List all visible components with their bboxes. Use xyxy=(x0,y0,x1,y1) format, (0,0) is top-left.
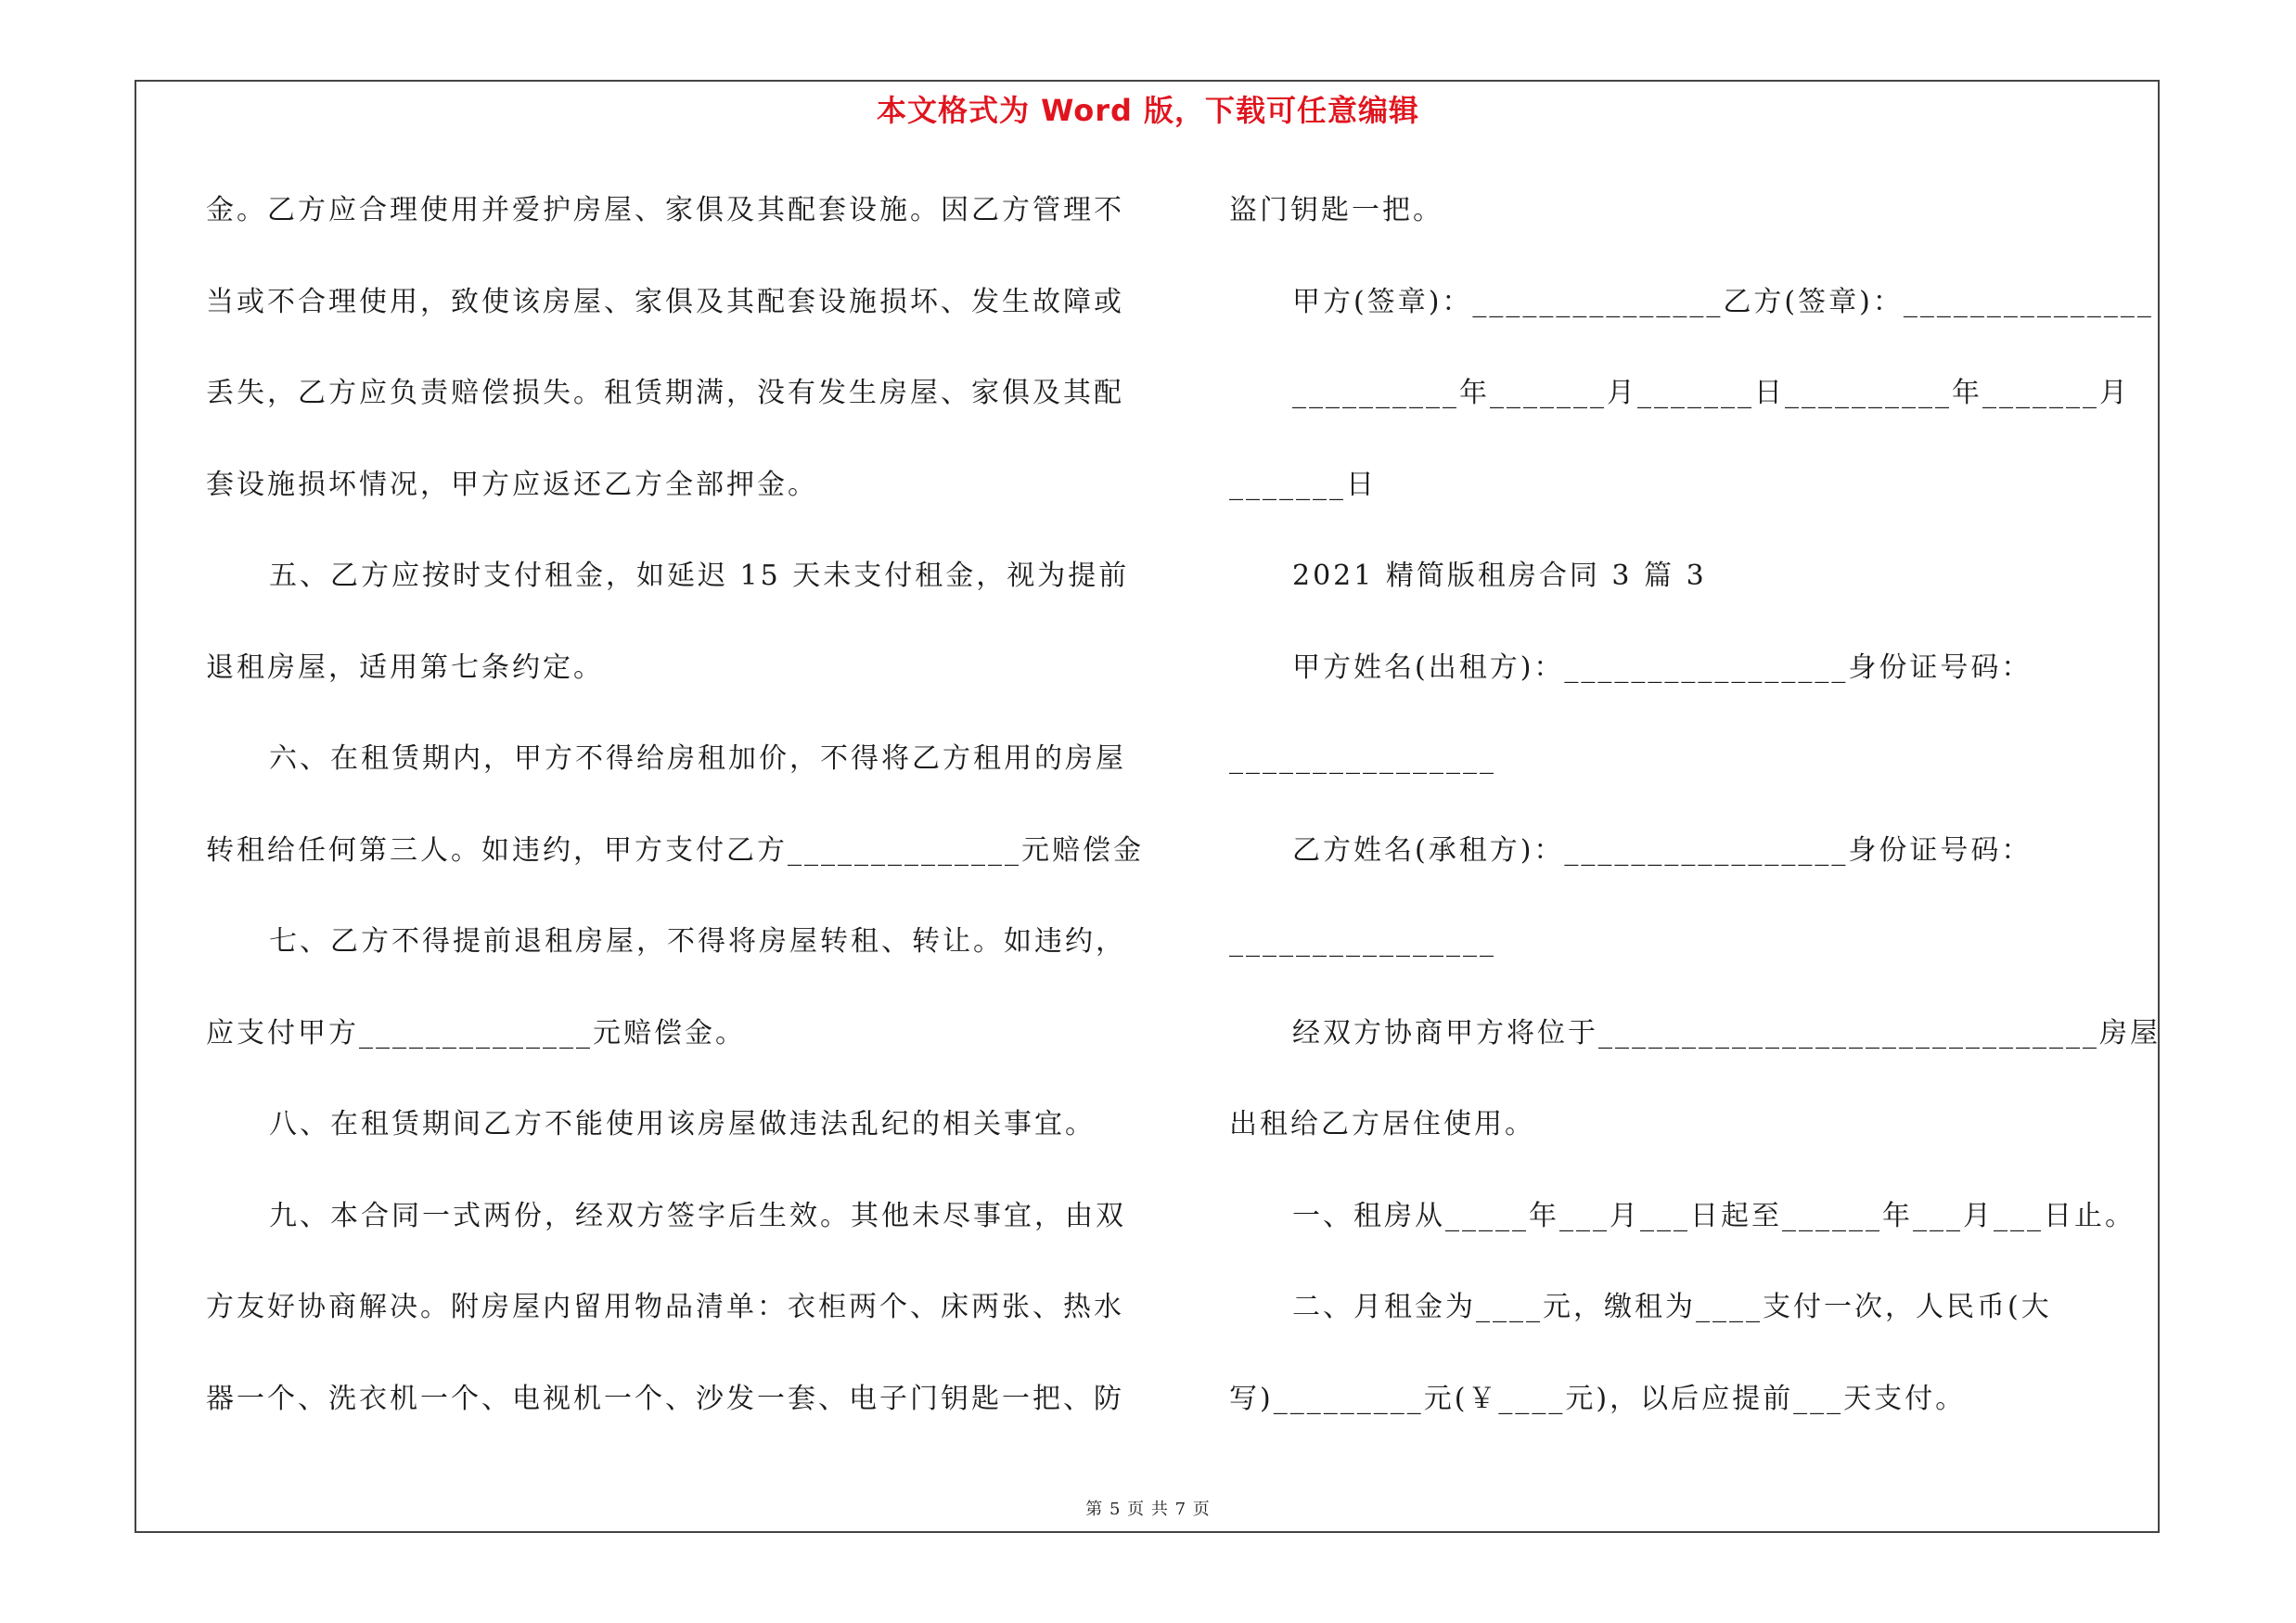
term-clause: 一、租房从_____年___月___日起至______年___月___日止。 xyxy=(1292,1199,2136,1232)
clause-six: 六、在租赁期内，甲方不得给房租加价，不得将乙方租用的房屋 xyxy=(269,742,1126,775)
page-number: 第 5 页 共 7 页 xyxy=(1085,1500,1211,1519)
text-line: 丢失，乙方应负责赔偿损失。租赁期满，没有发生房屋、家俱及其配 xyxy=(206,377,1124,409)
text-line: 退租房屋，适用第七条约定。 xyxy=(206,650,604,684)
text-line: 方友好协商解决。附房屋内留用物品清单：衣柜两个、床两张、热水 xyxy=(206,1291,1124,1323)
text-line: 套设施损坏情况，甲方应返还乙方全部押金。 xyxy=(206,468,818,501)
signature-line: 甲方(签章)：_______________乙方(签章)：_______________ xyxy=(1292,285,2154,318)
clause-seven: 七、乙方不得提前退租房屋，不得将房屋转租、转让。如违约， xyxy=(269,925,1126,958)
text-line: 器一个、洗衣机一个、电视机一个、沙发一套、电子门钥匙一把、防 xyxy=(206,1382,1124,1415)
text-line: 金。乙方应合理使用并爱护房屋、家俱及其配套设施。因乙方管理不 xyxy=(206,194,1124,226)
clause-five: 五、乙方应按时支付租金，如延迟 15 天未支付租金，视为提前 xyxy=(269,560,1130,592)
text-line: 盗门钥匙一把。 xyxy=(1229,194,1443,226)
text-line: 转租给任何第三人。如违约，甲方支付乙方______________元赔偿金 xyxy=(206,833,1144,867)
landlord-name-line: 甲方姓名(出租方)：_________________身份证号码： xyxy=(1292,650,2033,684)
text-line: 当或不合理使用，致使该房屋、家俱及其配套设施损坏、发生故障或 xyxy=(206,285,1124,318)
tenant-name-line: 乙方姓名(承租方)：_________________身份证号码： xyxy=(1292,833,2033,867)
property-location-line: 经双方协商甲方将位于______________________________房屋 xyxy=(1292,1016,2161,1050)
format-banner: 本文格式为 Word 版，下载可任意编辑 xyxy=(876,93,1420,128)
left-column xyxy=(206,186,1143,1465)
text-line: 出租给乙方居住使用。 xyxy=(1229,1108,1535,1140)
text-line: 应支付甲方______________元赔偿金。 xyxy=(206,1016,746,1050)
tenant-id-blank: ________________ xyxy=(1229,925,1496,958)
rent-clause: 二、月租金为____元，缴租为____支付一次，人民币(大 xyxy=(1292,1291,2052,1323)
date-line-end: _______日 xyxy=(1229,468,1377,501)
right-column xyxy=(1229,186,2161,1465)
text-line: 写)_________元(￥____元)，以后应提前___天支付。 xyxy=(1229,1382,1967,1415)
section-heading: 2021 精简版租房合同 3 篇 3 xyxy=(1292,560,1707,592)
date-line: __________年_______月_______日__________年_______月 xyxy=(1292,377,2130,409)
landlord-id-blank: ________________ xyxy=(1229,742,1496,775)
clause-eight: 八、在租赁期间乙方不能使用该房屋做违法乱纪的相关事宜。 xyxy=(269,1108,1096,1140)
clause-nine: 九、本合同一式两份，经双方签字后生效。其他未尽事宜，由双 xyxy=(269,1199,1126,1232)
